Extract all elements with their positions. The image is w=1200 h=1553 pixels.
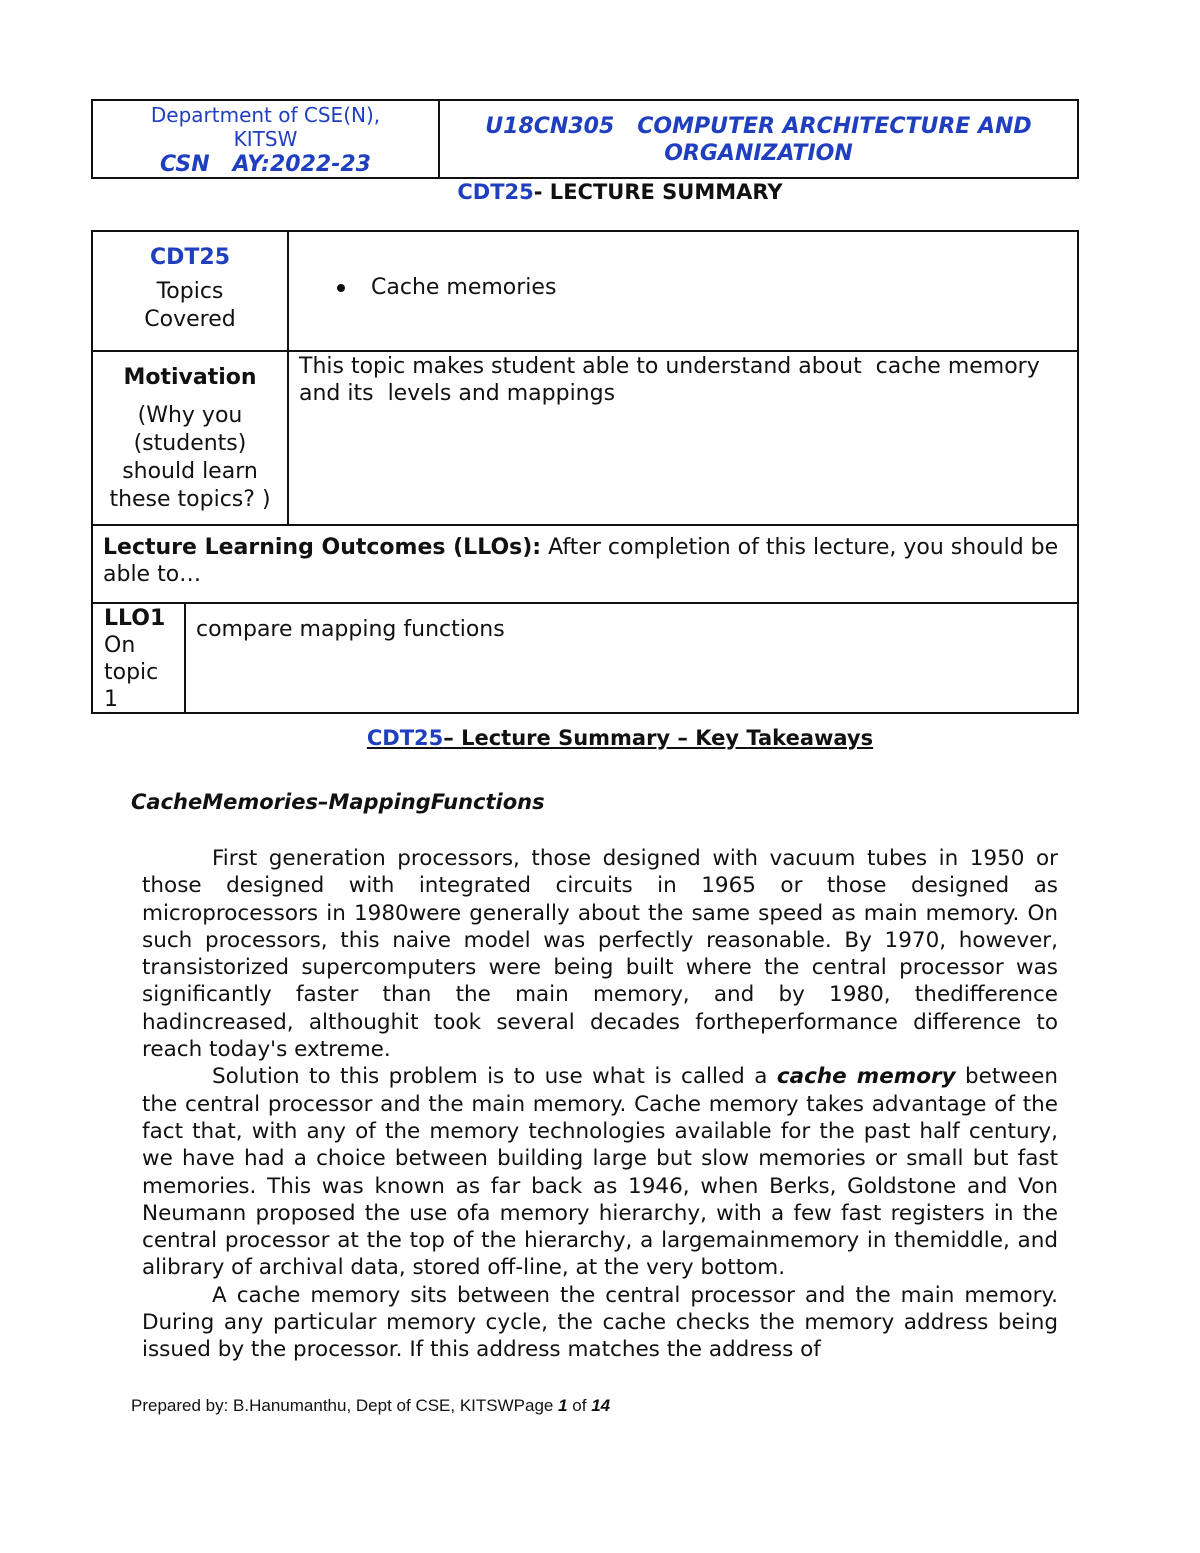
motivation-sub-line2: (students) <box>133 431 247 456</box>
llo1-line2: On <box>104 633 136 658</box>
motivation-row <box>93 352 1077 526</box>
topics-row <box>93 232 1077 352</box>
llo1-row <box>93 604 1077 714</box>
llo-intro-heading: Lecture Learning Outcomes (LLOs): <box>103 535 542 560</box>
paragraph-2-before: Solution to this problem is to use what is called a <box>212 1064 777 1090</box>
llo-intro-row <box>93 526 1077 604</box>
academic-year: CSN AY:2022-23 <box>160 152 371 177</box>
topics-content-cell <box>289 232 1077 350</box>
motivation-heading: Motivation <box>123 365 257 390</box>
motivation-text: This topic makes student able to understand about cache memory and its levels and mappings <box>299 354 1047 406</box>
topics-code: CDT25 <box>149 245 231 270</box>
motivation-content-cell <box>289 352 1077 524</box>
paragraph-3: A cache memory sits between the central processor and the main memory. During any particular memory cycle, the cache checks the memory address being issued by the processor. If this address matches the address of <box>142 1282 1058 1363</box>
motivation-sub-line3: should learn <box>122 459 258 484</box>
llo1-line4: 1 <box>104 687 118 712</box>
footer-page-total: 14 <box>591 1396 611 1415</box>
body-text <box>142 845 1058 1364</box>
footer-prefix: Prepared by: B.Hanumanthu, Dept of CSE, KITSWPage <box>131 1396 559 1415</box>
footer-page-number: 1 <box>558 1396 568 1415</box>
lecture-table <box>91 230 1079 714</box>
topics-label-line2: Covered <box>144 307 236 332</box>
summary-code: CDT25 <box>457 180 534 204</box>
topics-label-cell <box>93 232 289 350</box>
topic-item-label: Cache memories <box>371 275 557 300</box>
section-title: CacheMemories–MappingFunctions <box>131 790 545 814</box>
paragraph-1: First generation processors, those designed with vacuum tubes in 1950 or those designed with integrated circuits in 1965 or those designed as microprocessors in 1980were generally about the same speed as main memory. On such processors, this naive model was perfectly reasonable. By 1970, however, transistorized supercomputers were being built where the central processor was significantly faster than the main memory, and by 1980, thedifference hadincreased, althoughit took several decades fortheperformance difference to reach today's extreme. <box>142 846 1058 1063</box>
llo1-code: LLO1 <box>104 606 166 631</box>
key-takeaways-code: CDT25 <box>366 726 444 750</box>
motivation-sub-line4: these topics? ) <box>109 487 271 512</box>
llo-intro-text: After completion of this lecture, you should be able to… <box>103 535 1059 587</box>
llo1-label-cell <box>93 604 186 714</box>
department-cell <box>93 101 440 177</box>
paragraph-2 <box>142 1063 1058 1281</box>
bullet-icon <box>337 284 345 292</box>
course-cell <box>440 101 1077 177</box>
motivation-label-cell <box>93 352 289 524</box>
course-title-line2: ORGANIZATION <box>664 141 853 166</box>
department-line: Department of CSE(N), <box>150 103 381 127</box>
page-footer <box>131 1396 610 1416</box>
llo1-line3: topic <box>104 660 159 685</box>
key-takeaways-rest: – Lecture Summary – Key Takeaways <box>443 726 874 750</box>
lecture-summary-title <box>0 180 1200 204</box>
course-title-line1: U18CN305 COMPUTER ARCHITECTURE AND <box>485 114 1032 139</box>
key-takeaways-title <box>0 726 1200 750</box>
llo-intro <box>93 526 1077 588</box>
topic-item <box>337 274 1077 301</box>
summary-rest: - LECTURE SUMMARY <box>533 180 783 204</box>
institute-line: KITSW <box>233 127 298 151</box>
topics-label-line1: Topics <box>156 279 224 304</box>
footer-of: of <box>567 1396 592 1415</box>
motivation-sub-line1: (Why you <box>137 403 243 428</box>
header-table <box>91 99 1079 179</box>
cache-memory-term: cache memory <box>776 1064 956 1090</box>
llo1-text: compare mapping functions <box>196 617 505 642</box>
paragraph-2-after: between the central processor and the main memory. Cache memory takes advantage of the fact that, with any of the memory technologies available for the past half century, we have had a choice between building large but slow memories or small but fast memories. This was known as far back as 1946, when Berks, Goldstone and Von Neumann proposed the use ofa memory hierarchy, with a few fast registers in the central processor at the top of the hierarchy, a largemainmemory in themiddle, and alibrary of archival data, stored off-line, at the very bottom. <box>142 1064 1058 1281</box>
